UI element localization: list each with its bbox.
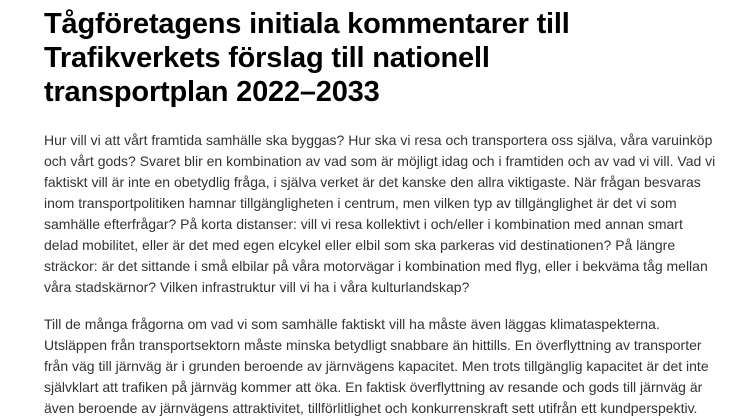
paragraph-intro	[44, 130, 718, 298]
paragraph-climate	[44, 314, 718, 419]
body-line: delad mobilitet, eller är det med egen elcykel eller elbil som ska parkeras vid destinationen? På längre	[44, 237, 676, 253]
title-line-1: Tågföretagens initiala kommentarer till	[44, 8, 570, 40]
body-line: från väg till järnväg är i grunden beroende av järnvägens kapacitet. Men trots tillgänglig kapacitet är det inte	[44, 358, 709, 374]
title-line-2: Trafikverkets förslag till nationell	[44, 42, 490, 74]
body-line: självklart att trafiken på järnväg kommer att öka. En faktisk överflyttning av resande och gods till järnväg är	[44, 379, 703, 395]
body-line: våra stadskärnor? Vilken infrastruktur vill vi ha i våra kulturlandskap?	[44, 279, 470, 295]
body-line: faktiskt vill är inte en obetydlig fråga, i själva verket är det kanske den allra viktigaste. När frågan besvaras	[44, 174, 701, 190]
body-line: samhälle efterfrågar? På korta distanser: vill vi resa kollektivt i och/eller i kombination med annan smart	[44, 216, 683, 232]
body-line: Hur vill vi att vårt framtida samhälle ska byggas? Hur ska vi resa och transportera oss själva, våra varuinköp	[44, 132, 713, 148]
body-line: inom transportpolitiken hamnar tillgängligheten i centrum, men vilken typ av tillgänglighet är det vi som	[44, 195, 677, 211]
body-line: sträckor: är det sittande i små elbilar på våra motorvägar i kombination med flyg, eller i bekväma tåg mellan	[44, 258, 708, 274]
body-line: även beroende av järnvägens attraktivitet, tillförlitlighet och konkurrenskraft sett utifrån ett kundperspektiv.	[44, 400, 698, 416]
title-line-3: transportplan 2022–2033	[44, 76, 380, 108]
document-title	[44, 7, 718, 109]
body-line: Utsläppen från transportsektorn måste minska betydligt snabbare än hittills. En överflyttning av transporter	[44, 337, 702, 353]
body-line: och vårt gods? Svaret blir en kombination av vad som är möjligt idag och i framtiden och av vad vi vill. Vad vi	[44, 153, 716, 169]
body-line: Till de många frågorna om vad vi som samhälle faktiskt vill ha måste även läggas klimataspekterna.	[44, 316, 660, 332]
